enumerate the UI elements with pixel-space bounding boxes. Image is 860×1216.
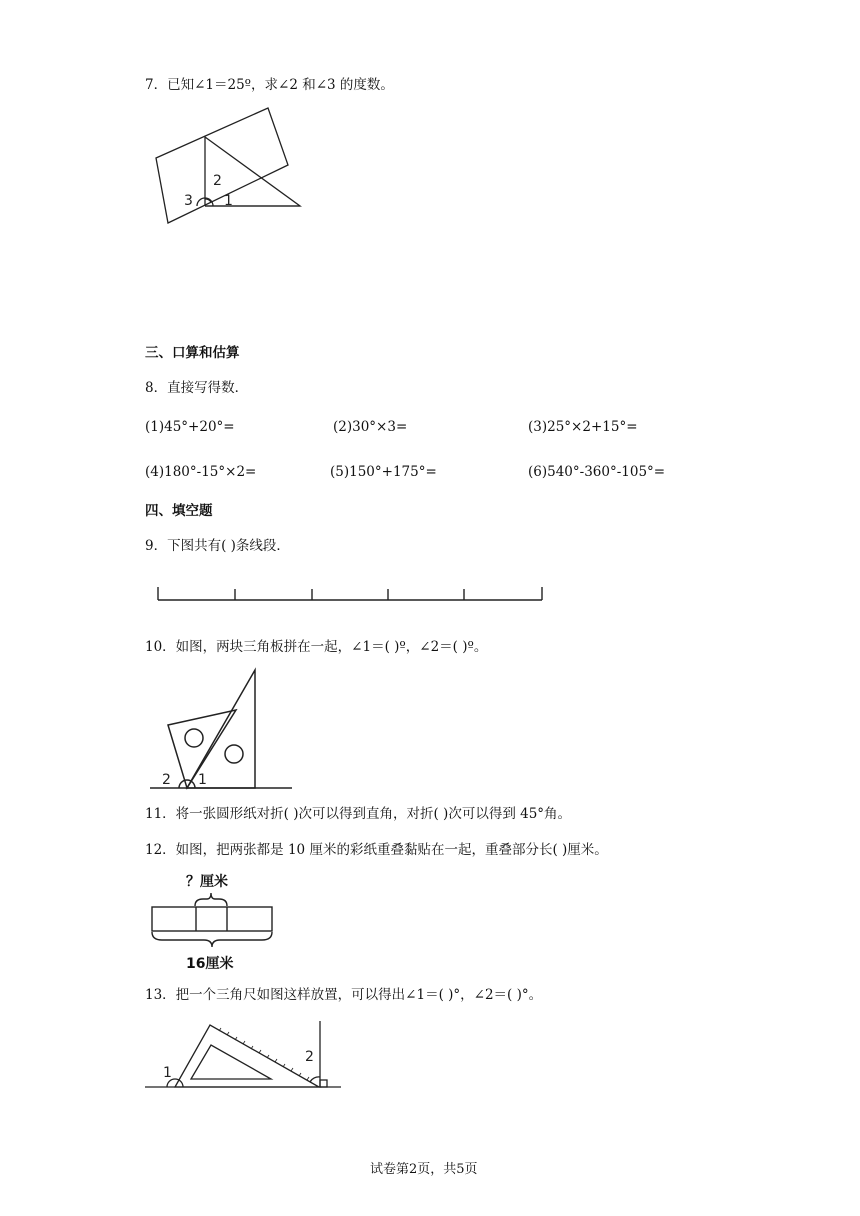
set-square-inner — [191, 1045, 271, 1079]
question-7-figure — [150, 103, 310, 225]
question-8-text: 8．直接写得数． — [145, 380, 249, 396]
page-footer: 试卷第2页，共5页 — [370, 1162, 478, 1177]
total-length-label: 16厘米 — [186, 956, 234, 972]
calc-item-1: (1)45°+20°= — [145, 419, 235, 435]
question-10-figure — [150, 668, 310, 792]
angle-1-label: 1 — [224, 193, 233, 209]
question-9-figure — [150, 583, 550, 605]
section-4-title: 四、填空题 — [145, 503, 213, 519]
calc-item-3: (3)25°×2+15°= — [528, 419, 638, 435]
question-10-text: 10．如图，两块三角板拼在一起，∠1＝( )º，∠2＝( )º。 — [145, 639, 488, 655]
paper-strips — [152, 907, 272, 931]
question-12-figure — [148, 890, 278, 956]
angle-1-label: 1 — [198, 772, 207, 788]
angle-3-label: 3 — [184, 193, 193, 209]
angle-2-label: 2 — [305, 1049, 314, 1065]
question-9-text: 9．下图共有( )条线段． — [145, 538, 290, 554]
angle-2-label: 2 — [213, 173, 222, 189]
overlap-length-label: ？厘米 — [186, 874, 228, 890]
question-13-figure — [145, 1017, 345, 1091]
question-7-text: 7．已知∠1＝25º，求∠2 和∠3 的度数。 — [145, 77, 394, 93]
angle-1-label: 1 — [163, 1065, 172, 1081]
calc-item-2: (2)30°×3= — [333, 419, 408, 435]
question-13-text: 13．把一个三角尺如图这样放置，可以得出∠1＝( )°，∠2＝( )°。 — [145, 987, 543, 1003]
calc-item-4: (4)180°-15°×2= — [145, 464, 257, 480]
angle-2-label: 2 — [162, 772, 171, 788]
calc-item-5: (5)150°+175°= — [330, 464, 437, 480]
question-12-text: 12．如图，把两张都是 10 厘米的彩纸重叠黏贴在一起，重叠部分长( )厘米。 — [145, 842, 608, 858]
bottom-brace — [152, 932, 272, 947]
ruler-hole-1 — [185, 729, 203, 747]
section-3-title: 三、口算和估算 — [145, 345, 240, 361]
angle-2-arc — [310, 1077, 320, 1082]
question-11-text: 11．将一张圆形纸对折( )次可以得到直角，对折( )次可以得到 45°角。 — [145, 806, 572, 822]
top-brace — [195, 893, 227, 906]
ruler-hole-2 — [225, 745, 243, 763]
triangle-shape — [205, 137, 300, 206]
set-square-outer — [175, 1025, 319, 1087]
calc-item-6: (6)540°-360°-105°= — [528, 464, 666, 480]
right-angle-mark — [320, 1080, 327, 1087]
